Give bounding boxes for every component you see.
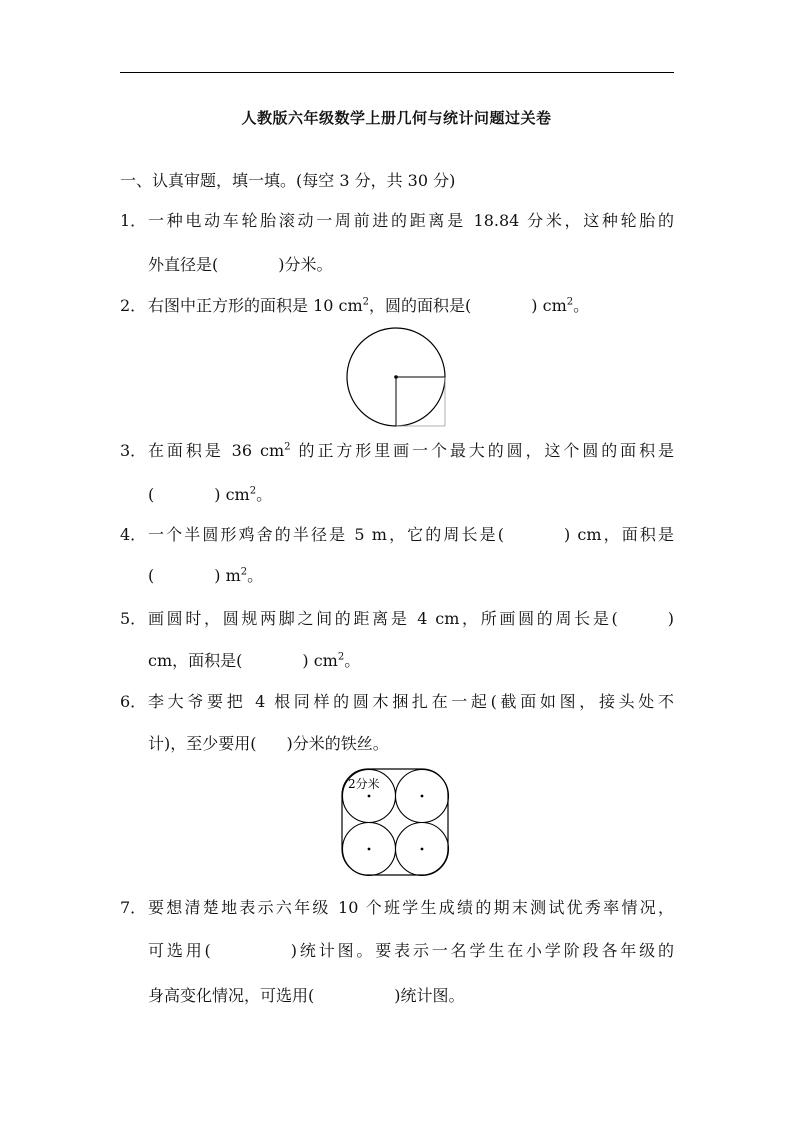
question-6-text-b: )分米的铁丝。 bbox=[286, 734, 389, 753]
question-2-sup-2: 2 bbox=[566, 296, 574, 308]
question-7-line1: 要想清楚地表示六年级 10 个班学生成绩的期末测试优秀率情况， bbox=[148, 898, 674, 917]
question-5-line1 bbox=[148, 609, 674, 629]
question-1-line2 bbox=[148, 255, 333, 275]
question-7-text-c: 身高变化情况，可选用( bbox=[148, 986, 315, 1005]
question-2-text-c: ) cm bbox=[531, 296, 567, 315]
question-7-line2 bbox=[148, 941, 674, 961]
question-3-sup-2: 2 bbox=[249, 485, 257, 497]
question-5-text-d: ) cm bbox=[302, 651, 338, 670]
question-7-number: 7． bbox=[120, 898, 147, 917]
question-6-line2 bbox=[148, 734, 389, 754]
question-3-text-e: 。 bbox=[256, 485, 273, 504]
question-3-text-b: 的正方形里画一个最大的圆，这个圆的面积是 bbox=[290, 441, 674, 460]
question-2-sup-1: 2 bbox=[362, 296, 370, 308]
question-5-text-a: 画圆时，圆规两脚之间的距离是 4 cm，所画圆的周长是( bbox=[148, 609, 618, 628]
question-3-text-c: ( bbox=[148, 485, 155, 504]
question-3-text-d: ) cm bbox=[214, 485, 250, 504]
question-6-line1: 李大爷要把 4 根同样的圆木捆扎在一起(截面如图，接头处不 bbox=[148, 692, 674, 711]
question-1-number: 1． bbox=[120, 211, 147, 230]
question-2-text-d: 。 bbox=[573, 296, 590, 315]
question-6-number: 6． bbox=[120, 692, 147, 711]
question-2-number: 2． bbox=[120, 296, 147, 315]
question-4-text-d: ) m bbox=[214, 566, 241, 585]
question-7-text-d: )统计图。 bbox=[394, 986, 465, 1005]
question-6-text-a: 计)，至少要用( bbox=[148, 734, 257, 753]
figure-center-dot bbox=[368, 795, 371, 798]
question-5-text-c: cm，面积是( bbox=[148, 651, 243, 670]
question-4-sup: 2 bbox=[240, 566, 248, 578]
question-7-text-b: )统计图。要表示一名学生在小学阶段各年级的 bbox=[290, 941, 674, 960]
question-1-text-b: )分米。 bbox=[278, 255, 333, 274]
question-2-text-b: ，圆的面积是( bbox=[369, 296, 472, 315]
page-title: 人教版六年级数学上册几何与统计问题过关卷 bbox=[241, 109, 552, 127]
question-3-line2 bbox=[148, 485, 272, 505]
figure-center-dot bbox=[394, 375, 398, 379]
question-5-text-b: ) bbox=[667, 609, 674, 628]
question-2-line1 bbox=[148, 296, 589, 316]
question-4-text-a: 一个半圆形鸡舍的半径是 5 m，它的周长是( bbox=[148, 525, 504, 544]
section-heading: 一、认真审题，填一填。(每空 3 分，共 30 分) bbox=[120, 171, 456, 190]
question-4-line1 bbox=[148, 525, 674, 545]
question-5-sup: 2 bbox=[337, 651, 345, 663]
figure-center-dot bbox=[421, 848, 424, 851]
figure-center-dot bbox=[421, 795, 424, 798]
header-rule bbox=[120, 72, 674, 73]
figure-diameter-label: 2分米 bbox=[348, 777, 380, 791]
question-4-text-e: 。 bbox=[247, 566, 264, 585]
figure-center-dot bbox=[368, 848, 371, 851]
four-logs-figure bbox=[338, 766, 454, 880]
question-4-text-b: ) cm，面积是 bbox=[563, 525, 674, 544]
question-5-text-e: 。 bbox=[344, 651, 361, 670]
question-3-sup-1: 2 bbox=[284, 441, 291, 453]
question-3-text-a: 在面积是 36 cm bbox=[148, 441, 285, 460]
question-2-text-a: 右图中正方形的面积是 10 cm bbox=[148, 296, 363, 315]
question-7-line3 bbox=[148, 986, 465, 1006]
question-4-number: 4． bbox=[120, 525, 147, 544]
question-1-text-a: 外直径是( bbox=[148, 255, 219, 274]
question-3-line1 bbox=[148, 441, 674, 461]
question-5-line2 bbox=[148, 651, 360, 671]
circle-square-figure bbox=[340, 326, 452, 430]
question-3-number: 3． bbox=[120, 441, 147, 460]
question-4-text-c: ( bbox=[148, 566, 155, 585]
question-7-text-a: 可选用( bbox=[148, 941, 211, 960]
question-1-line1: 一种电动车轮胎滚动一周前进的距离是 18.84 分米，这种轮胎的 bbox=[148, 211, 674, 230]
question-5-number: 5． bbox=[120, 609, 147, 628]
question-4-line2 bbox=[148, 566, 263, 586]
